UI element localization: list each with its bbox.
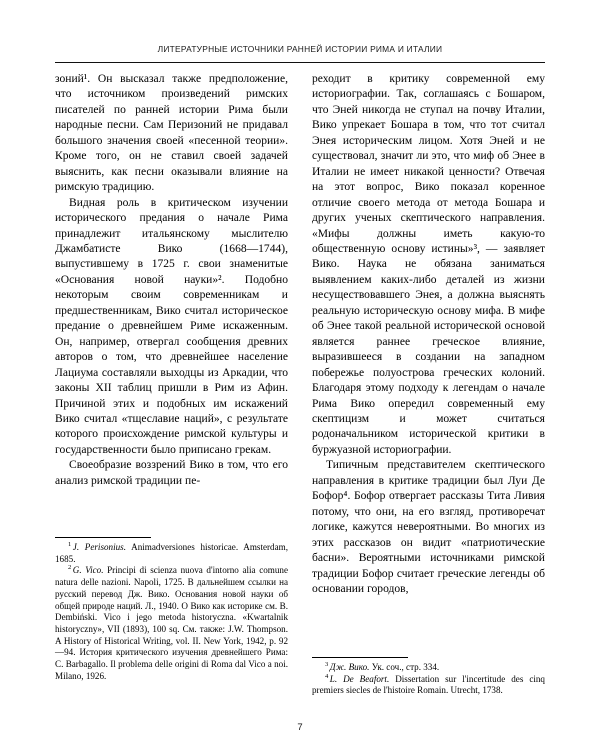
footnotes-right xyxy=(312,650,545,697)
footnotes-left xyxy=(55,530,288,682)
footnote-marker: 3 xyxy=(325,660,329,668)
running-head: ЛИТЕРАТУРНЫЕ ИСТОЧНИКИ РАННЕЙ ИСТОРИИ РИМА И ИТАЛИИ xyxy=(157,44,443,54)
footnote-text: Ук. соч., стр. 334. xyxy=(369,662,440,672)
header-divider-rule xyxy=(55,62,545,63)
footnote-item xyxy=(55,565,288,682)
footnote-item xyxy=(312,674,545,697)
paragraph: Видная роль в критическом изучении исторического предания о начале Рима принадлежит итальянскому мыслителю Джамбатисте Вико (1668—1744), выпустившему в 1725 г. свои знаменитые «Основания новой науки»². Подобно некоторым своим современникам и предшественникам, Вико считал историческое предание о древнейшем Риме искаженным. Он, например, отвергал сообщения древних авторов о том, что древнейшее население Лациума составляли выходцы из Аркадии, что законы XII таблиц пришли в Рим из Афин. Причиной этих и подобных им искажений Вико считал «тщеславие наций», с результате которого происхождение римской культуры и государственности было приписано грекам. xyxy=(55,196,288,456)
footnote-divider-rule xyxy=(55,537,151,538)
footnote-author: L. De Beafort. xyxy=(329,673,390,684)
footnote-author: G. Vico. xyxy=(72,565,104,576)
body-text-left xyxy=(55,72,288,489)
footnote-item xyxy=(55,542,288,565)
paragraph: Типичным представителем скептического направления в критике традиции был Луи Де Бофор⁴. Бофор отвергает рассказы Тита Ливия потому, что они, на его взгляд, противоречат логике, кажутся невероятными. Во многих из этих рассказов он видит «патриотические басни». Вероятными источниками римской традиции Бофор считает греческие легенды об основании городов, xyxy=(312,459,545,595)
footnote-marker: 2 xyxy=(68,564,72,572)
footnote-divider-rule xyxy=(312,657,408,658)
body-text-right xyxy=(312,72,545,597)
footnote-text: Animadversiones historicae. Amsterdam, 1685. xyxy=(55,542,288,564)
paragraph: Своеобразие воззрений Вико в том, что его анализ римской традиции пе- xyxy=(55,459,288,487)
page-number: 7 xyxy=(297,722,303,733)
column-right xyxy=(312,72,545,597)
column-left xyxy=(55,72,288,489)
footnote-item xyxy=(312,662,545,674)
footnote-text: Dissertation sur l'incertitude des cinq premiers siecles de l'histoire Romain. Utrecht, 1738. xyxy=(312,673,545,696)
two-column-body xyxy=(55,72,545,712)
footnote-author: J. Perisonius. xyxy=(72,542,126,552)
paragraph: зоний¹. Он высказал также предположение, что источником произведений римских писателей по ранней истории Рима были народные песни. Сам Перизоний не придавал большого значения своей «песенной теории». Кроме того, он не ставил своей задачей выяснить, как песни оказывали влияние на римскую традицию. xyxy=(55,73,288,194)
footnote-marker: 4 xyxy=(325,672,329,680)
footnote-author: Дж. Вико. xyxy=(329,662,370,672)
footnote-text: Principi di scienza nuova d'intorno alia comune natura delle nazioni. Napoli, 1725. В дальнейшем ссылки на русский перевод Дж. Вико. Основания новой науки об общей природе наций. Л., 1940. О Вико как историке см. B. Dembiński. Vico i jego metoda historyczna. «Kwartalnik historyczny», VII (1893), 100 sq. См. также: J.W. Thompson. A History of Historical Writing, vol. II. New York, 1942, p. 92—94. История критического изучения древнейшего Рима: C. Barbagallo. Il problema delle origini di Roma dal Vico a noi. Milano, 1926. xyxy=(55,565,288,681)
paragraph: реходит в критику современной ему историографии. Так, соглашаясь с Бошаром, что Эней никогда не ступал на почву Италии, Вико упрекает Бошара в том, что тот считал Энея историческим лицом. Хотя Эней и не существовал, значит ли это, что миф об Энее в Италии не имеет никакой ценности? Отвечая на этот вопрос, Вико показал коренное отличие своего метода от метода Бошара и других ученых скептического направления. «Мифы должны иметь какую-то общественную основу истины»³, — заявляет Вико. Наука не обязана заниматься выявлением каких-либо деталей из жизни несуществовавшего Энея, а должна выяснять реальную историческую основу мифа. В мифе об Энее такой реальной исторической основой является раннее греческое влияние, выразившееся в создании на западном побережье полуострова греческих колоний. Благодаря этому подходу к легендам о начале Рима Вико опередил современный ему скептицизм и может считаться родоначальником исторической критики в буржуазной историографии. xyxy=(312,73,545,456)
footnote-marker: 1 xyxy=(68,540,72,548)
